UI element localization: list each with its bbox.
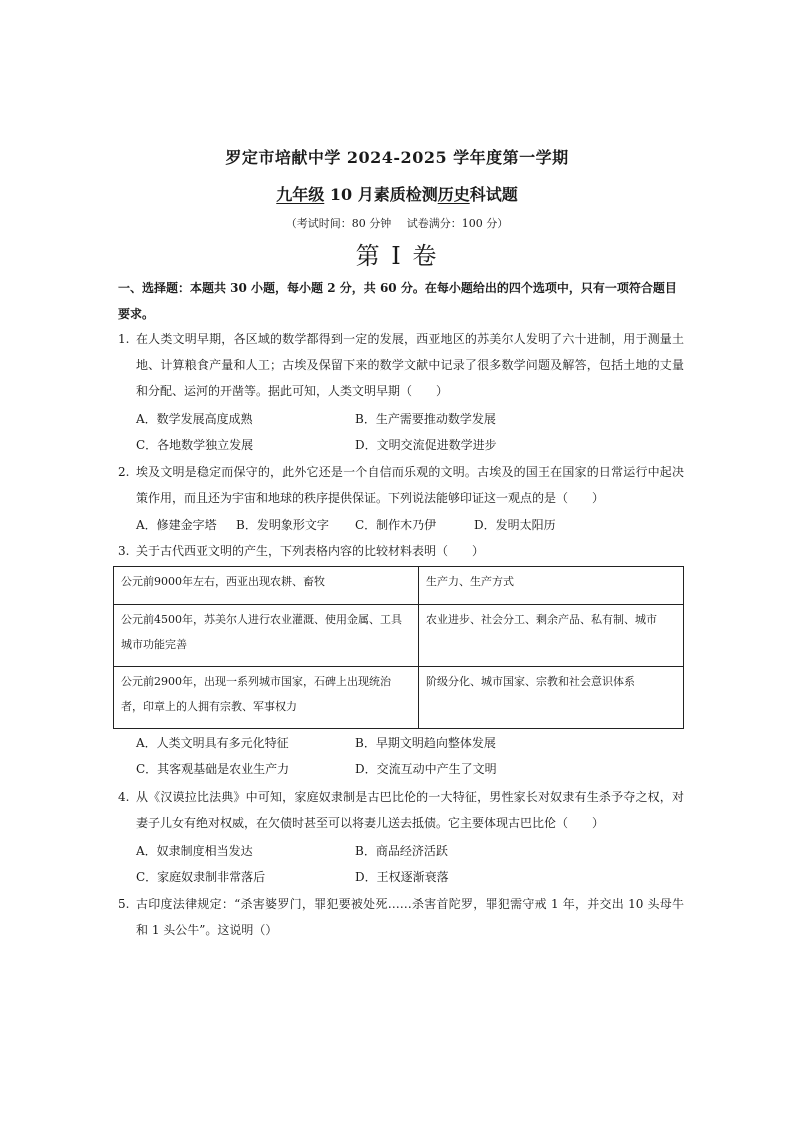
table-cell: 公元前9000年左右，西亚出现农耕、畜牧 bbox=[114, 567, 419, 605]
exam-time: （考试时间：80 分钟 bbox=[285, 217, 392, 230]
option-d[interactable]: D．交流互动中产生了文明 bbox=[355, 762, 497, 776]
section-instruction: 一、选择题：本题共 30 小题，每小题 2 分，共 60 分。在每小题给出的四个选项中，只有一项符合题目要求。 bbox=[118, 281, 677, 321]
option-d[interactable]: D．王权逐渐衰落 bbox=[355, 870, 449, 884]
full-score: 试卷满分：100 分） bbox=[406, 217, 509, 230]
option-c[interactable]: C．其客观基础是农业生产力 bbox=[136, 762, 290, 776]
table-row bbox=[114, 605, 684, 667]
question-stem: 在人类文明早期，各区域的数学都得到一定的发展，西亚地区的苏美尔人发明了六十进制，用于测量土地、计算粮食产量和人工；古埃及保留下来的数学文献中记录了很多数学问题及解答，包括土地的丈量和分配、运河的开凿等。据此可知，人类文明早期（ ） bbox=[136, 332, 684, 398]
option-b[interactable]: B．商品经济活跃 bbox=[355, 844, 448, 858]
option-a[interactable]: A．数学发展高度成熟 bbox=[136, 412, 253, 426]
option-b[interactable]: B．生产需要推动数学发展 bbox=[355, 412, 496, 426]
table-row bbox=[114, 567, 684, 605]
exam-title-grade: 九年级 bbox=[276, 185, 325, 204]
table-cell: 阶级分化、城市国家、宗教和社会意识体系 bbox=[419, 667, 684, 729]
comparison-table bbox=[113, 566, 684, 729]
question-number: 1. bbox=[118, 332, 130, 346]
option-a[interactable]: A．修建金字塔 bbox=[136, 518, 217, 532]
option-d[interactable]: D．发明太阳历 bbox=[474, 518, 556, 532]
school-title: 罗定市培献中学 2024-2025 学年度第一学期 bbox=[225, 148, 569, 167]
question-4 bbox=[118, 784, 684, 836]
question-stem: 古印度法律规定：“杀害婆罗门，罪犯要被处死……杀害首陀罗，罪犯需守戒 1 年，并交出 10 头母牛和 1 头公牛”。这说明（） bbox=[136, 897, 684, 937]
option-b[interactable]: B．发明象形文字 bbox=[236, 518, 329, 532]
exam-info bbox=[0, 215, 794, 231]
question-stem: 关于古代西亚文明的产生，下列表格内容的比较材料表明（ ） bbox=[136, 544, 485, 558]
question-3 bbox=[118, 538, 684, 564]
table-cell: 公元前2900年，出现一系列城市国家，石碑上出现统治者，印章上的人拥有宗教、军事权力 bbox=[114, 667, 419, 729]
exam-title-subject: 历史 bbox=[437, 185, 470, 204]
volume-heading: 第 I 卷 bbox=[355, 242, 439, 270]
option-c[interactable]: C．各地数学独立发展 bbox=[136, 438, 254, 452]
table-row bbox=[114, 667, 684, 729]
option-a[interactable]: A．奴隶制度相当发达 bbox=[136, 844, 253, 858]
question-number: 2. bbox=[118, 465, 130, 479]
table-cell: 公元前4500年，苏美尔人进行农业灌溉、使用金属、工具城市功能完善 bbox=[114, 605, 419, 667]
option-d[interactable]: D．文明交流促进数学进步 bbox=[355, 438, 497, 452]
question-5 bbox=[118, 891, 684, 943]
option-c[interactable]: C．制作木乃伊 bbox=[355, 518, 437, 532]
option-b[interactable]: B．早期文明趋向整体发展 bbox=[355, 736, 496, 750]
table-cell: 农业进步、社会分工、剩余产品、私有制、城市 bbox=[419, 605, 684, 667]
option-a[interactable]: A．人类文明具有多元化特征 bbox=[136, 736, 289, 750]
question-2 bbox=[118, 459, 684, 511]
question-number: 5. bbox=[118, 897, 130, 911]
exam-title bbox=[0, 182, 794, 205]
exam-title-suffix: 科试题 bbox=[469, 185, 518, 204]
question-number: 4. bbox=[118, 790, 130, 804]
option-c[interactable]: C．家庭奴隶制非常落后 bbox=[136, 870, 266, 884]
question-1 bbox=[118, 326, 684, 404]
question-stem: 从《汉谟拉比法典》中可知，家庭奴隶制是古巴比伦的一大特征，男性家长对奴隶有生杀予夺之权，对妻子儿女有绝对权威，在欠债时甚至可以将妻儿送去抵债。它主要体现古巴比伦（ ） bbox=[136, 790, 684, 830]
question-stem: 埃及文明是稳定而保守的，此外它还是一个自信而乐观的文明。古埃及的国王在国家的日常运行中起决策作用，而且还为宇宙和地球的秩序提供保证。下列说法能够印证这一观点的是（ ） bbox=[136, 465, 684, 505]
exam-title-month: 10 月素质检测 bbox=[324, 185, 438, 204]
table-cell: 生产力、生产方式 bbox=[419, 567, 684, 605]
question-number: 3. bbox=[118, 544, 130, 558]
